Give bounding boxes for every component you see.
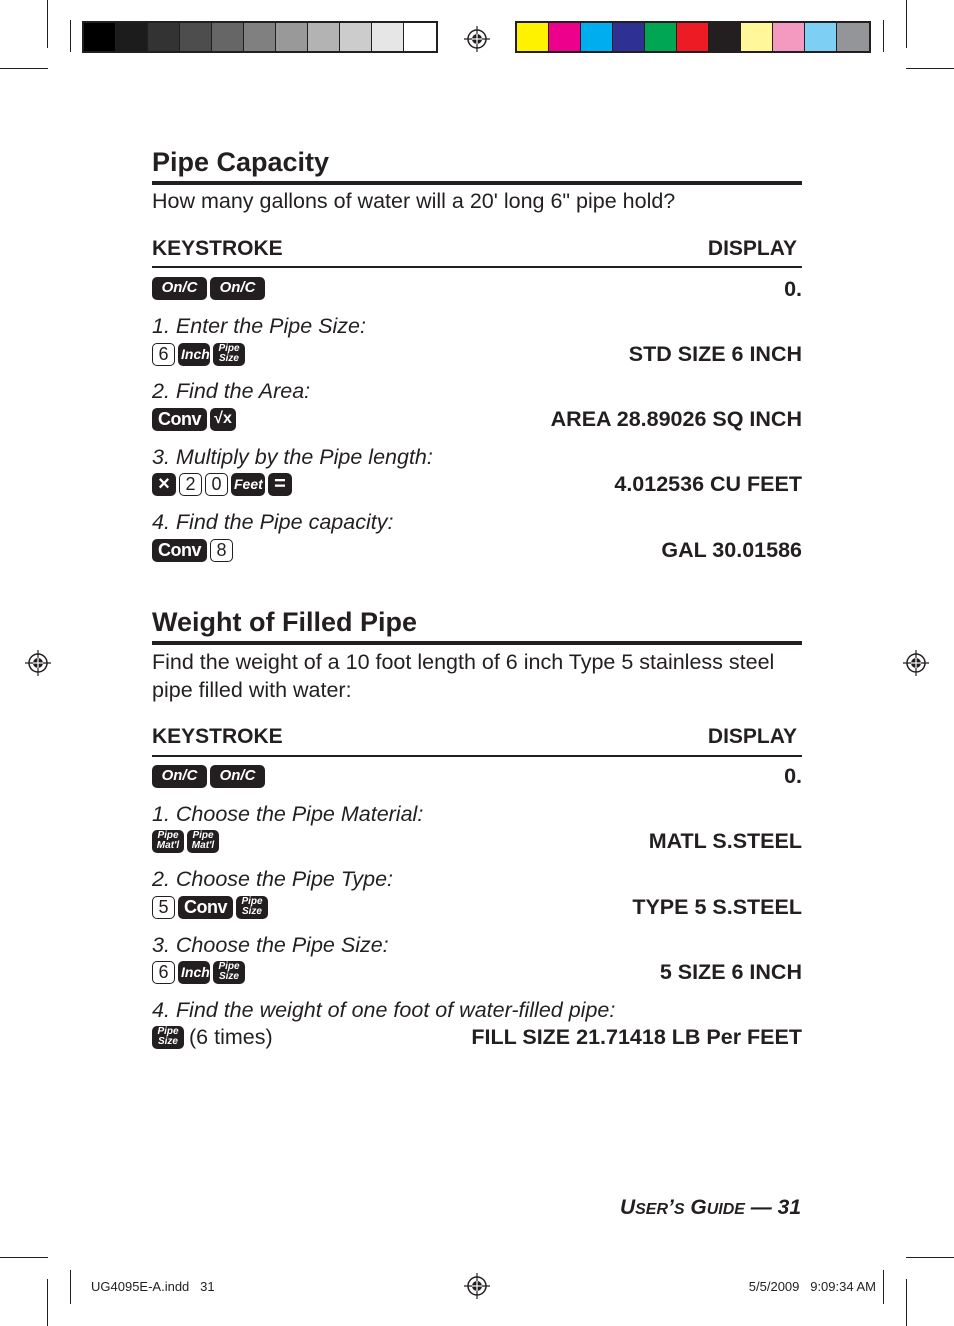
color-swatch bbox=[212, 23, 244, 51]
digit-5-key: 5 bbox=[152, 896, 175, 919]
pipe-size-key: Pipe Size bbox=[236, 896, 268, 919]
header-rule bbox=[152, 266, 802, 268]
color-swatch bbox=[709, 23, 741, 51]
digit-6-key: 6 bbox=[152, 343, 175, 366]
step-label: 1. Enter the Pipe Size: bbox=[152, 314, 366, 338]
conv-key: Conv bbox=[152, 408, 207, 431]
display-value: AREA 28.89026 SQ INCH bbox=[550, 407, 802, 431]
color-swatch bbox=[180, 23, 212, 51]
display-value: FILL SIZE 21.71418 LB Per FEET bbox=[471, 1025, 802, 1049]
pipe-size-key: Pipe Size bbox=[152, 1026, 184, 1049]
digit-2-key: 2 bbox=[179, 473, 202, 496]
digit-8-key: 8 bbox=[210, 539, 233, 562]
color-swatch bbox=[276, 23, 308, 51]
display-value: TYPE 5 S.STEEL bbox=[632, 895, 802, 919]
display-value: 0. bbox=[784, 764, 802, 788]
feet-key: Feet bbox=[231, 473, 265, 496]
display-value: GAL 30.01586 bbox=[661, 538, 802, 562]
keystroke-row bbox=[152, 472, 292, 496]
display-value: 0. bbox=[784, 277, 802, 301]
section-rule bbox=[152, 181, 802, 185]
color-swatch bbox=[517, 23, 549, 51]
process-color-bar bbox=[515, 21, 871, 53]
inch-key: Inch bbox=[178, 343, 210, 366]
registration-mark-icon bbox=[903, 650, 929, 676]
step-label: 1. Choose the Pipe Material: bbox=[152, 802, 424, 826]
pipe-size-key: Pipe Size bbox=[213, 343, 245, 366]
pipe-size-key: Pipe Size bbox=[213, 961, 245, 984]
section-question: Find the weight of a 10 foot length of 6 inch Type 5 stainless steel pipe filled with water: bbox=[152, 650, 775, 702]
registration-mark-icon bbox=[464, 26, 490, 52]
on-c-key: On/C bbox=[210, 277, 265, 300]
keystroke-header: KEYSTROKE bbox=[152, 237, 283, 260]
registration-mark-icon bbox=[464, 1273, 490, 1299]
on-c-key: On/C bbox=[210, 765, 265, 788]
header-rule bbox=[152, 755, 802, 757]
digit-0-key: 0 bbox=[205, 473, 228, 496]
pipe-material-key: Pipe Mat'l bbox=[152, 830, 184, 853]
display-value: STD SIZE 6 INCH bbox=[628, 342, 802, 366]
inch-key: Inch bbox=[178, 961, 210, 984]
conv-key: Conv bbox=[178, 896, 233, 919]
step-label: 2. Find the Area: bbox=[152, 379, 311, 403]
color-swatch bbox=[372, 23, 404, 51]
keystroke-row bbox=[152, 895, 268, 919]
keystroke-row bbox=[152, 1025, 273, 1049]
display-header: DISPLAY bbox=[707, 237, 797, 260]
step-label: 4. Find the Pipe capacity: bbox=[152, 510, 394, 534]
grayscale-color-bar bbox=[82, 21, 438, 53]
keystroke-row bbox=[152, 407, 236, 431]
multiply-icon: × bbox=[152, 473, 176, 496]
display-value: 4.012536 CU FEET bbox=[614, 472, 802, 496]
section-title: Pipe Capacity bbox=[152, 147, 330, 177]
display-header: DISPLAY bbox=[707, 725, 797, 748]
color-swatch bbox=[741, 23, 773, 51]
color-swatch bbox=[805, 23, 837, 51]
color-swatch bbox=[84, 23, 116, 51]
color-swatch bbox=[404, 23, 436, 51]
digit-6-key: 6 bbox=[152, 961, 175, 984]
color-swatch bbox=[116, 23, 148, 51]
step-label: 2. Choose the Pipe Type: bbox=[152, 867, 394, 891]
color-swatch bbox=[308, 23, 340, 51]
running-footer: USER’S GUIDE — 31 bbox=[619, 1196, 801, 1219]
color-swatch bbox=[677, 23, 709, 51]
equals-icon: = bbox=[268, 473, 292, 496]
color-swatch bbox=[613, 23, 645, 51]
display-value: MATL S.STEEL bbox=[648, 829, 802, 853]
on-c-key: On/C bbox=[152, 765, 207, 788]
keystroke-row bbox=[152, 960, 245, 984]
color-swatch bbox=[581, 23, 613, 51]
keystroke-row bbox=[152, 764, 265, 788]
color-swatch bbox=[837, 23, 869, 51]
color-swatch bbox=[549, 23, 581, 51]
on-c-key: On/C bbox=[152, 277, 207, 300]
color-swatch bbox=[244, 23, 276, 51]
repeat-note: (6 times) bbox=[189, 1025, 273, 1049]
step-label: 3. Multiply by the Pipe length: bbox=[152, 445, 433, 469]
color-swatch bbox=[645, 23, 677, 51]
registration-mark-icon bbox=[25, 650, 51, 676]
section-rule bbox=[152, 641, 802, 645]
slug-timestamp: 5/5/2009 9:09:34 AM bbox=[748, 1279, 876, 1294]
color-swatch bbox=[340, 23, 372, 51]
keystroke-row bbox=[152, 829, 219, 853]
step-label: 4. Find the weight of one foot of water-filled pipe: bbox=[152, 998, 616, 1022]
section-title: Weight of Filled Pipe bbox=[152, 607, 418, 637]
keystroke-row bbox=[152, 538, 233, 562]
color-swatch bbox=[148, 23, 180, 51]
section-question: How many gallons of water will a 20' long 6" pipe hold? bbox=[152, 189, 676, 213]
color-swatch bbox=[773, 23, 805, 51]
pipe-material-key: Pipe Mat'l bbox=[187, 830, 219, 853]
keystroke-row bbox=[152, 342, 245, 366]
conv-key: Conv bbox=[152, 539, 207, 562]
slug-file-info: UG4095E-A.indd 31 bbox=[91, 1279, 215, 1294]
step-label: 3. Choose the Pipe Size: bbox=[152, 933, 389, 957]
keystroke-row bbox=[152, 276, 265, 300]
display-value: 5 SIZE 6 INCH bbox=[659, 960, 802, 984]
square-root-icon: √x bbox=[210, 408, 236, 431]
keystroke-header: KEYSTROKE bbox=[152, 725, 283, 748]
